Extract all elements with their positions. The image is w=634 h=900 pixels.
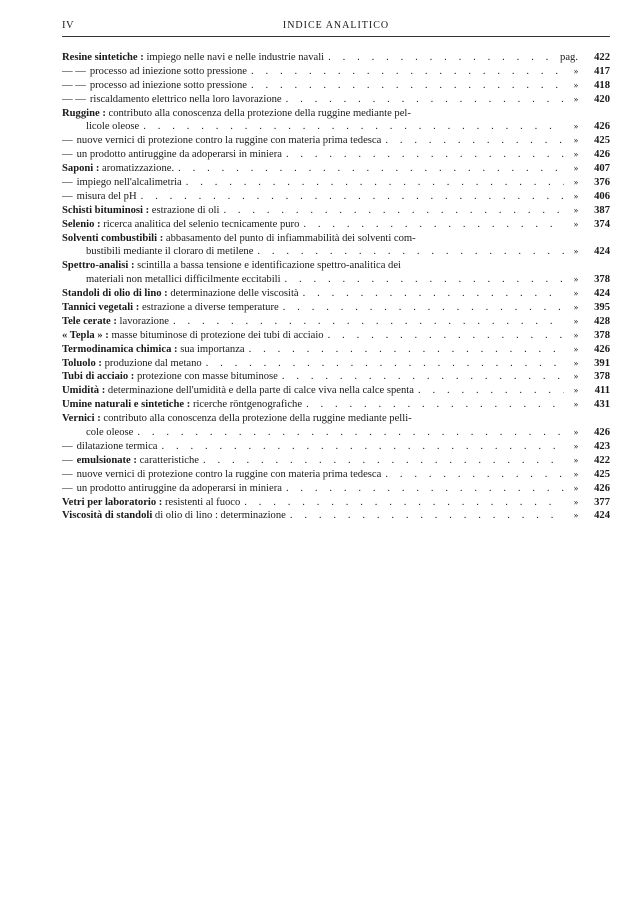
ditto-mark: »	[573, 468, 579, 479]
entry-text: determinazione dell'umidità e della parte di calce viva nella calce spenta	[105, 385, 414, 397]
entry-line	[62, 329, 610, 343]
entry-continuation-line	[62, 426, 610, 440]
dot-leader	[257, 245, 564, 259]
entry-line	[62, 51, 610, 65]
page-reference	[568, 134, 610, 148]
index-entry	[62, 301, 610, 315]
dot-leader	[286, 482, 564, 496]
entry-heading: Standoli di olio di lino :	[62, 288, 168, 300]
entry-line	[62, 287, 610, 301]
running-header	[62, 18, 610, 37]
entry-text: nuove vernici di protezione contro la ruggine con materia prima tedesca	[76, 468, 382, 480]
entry-text: masse bituminose di protezione dei tubi di acciaio	[108, 329, 324, 341]
entry-line	[62, 384, 610, 398]
index-entry	[62, 370, 610, 384]
dot-leader	[385, 468, 564, 482]
page-number: 374	[594, 218, 610, 230]
entry-text: protezione con masse bituminose	[134, 371, 278, 383]
entry-heading: Termodinamica chimica :	[62, 343, 178, 355]
page-reference	[568, 162, 610, 176]
dot-leader	[244, 496, 564, 510]
index-entry	[62, 496, 610, 510]
ditto-dash: — —	[62, 65, 86, 77]
ditto-mark: »	[573, 496, 579, 507]
page-number: 406	[594, 190, 610, 202]
entry-text: scintilla a bassa tensione e identificazione spettro-analitica dei	[134, 260, 402, 272]
entry-line	[62, 190, 610, 204]
page-reference	[568, 148, 610, 162]
page-reference	[568, 468, 610, 482]
dot-leader	[251, 65, 564, 79]
page-number: 376	[594, 177, 610, 189]
page-number: 424	[594, 246, 610, 258]
index-entry	[62, 343, 610, 357]
entry-text: sua importanza	[177, 343, 245, 355]
page-number: 426	[594, 427, 610, 439]
page-reference	[568, 482, 610, 496]
entry-heading: Tannici vegetali :	[62, 302, 140, 314]
entry-line	[62, 398, 610, 412]
entry-text: determinazione delle viscosità	[167, 288, 299, 300]
dot-leader	[137, 426, 564, 440]
ditto-mark: »	[573, 371, 579, 382]
page-reference	[568, 370, 610, 384]
ditto-dash: —	[62, 177, 73, 189]
ditto-mark: »	[573, 93, 579, 104]
entry-heading: Resine sintetiche :	[62, 52, 144, 63]
entry-line	[62, 232, 610, 246]
entry-line	[62, 65, 610, 79]
index-entry	[62, 162, 610, 176]
index-entry	[62, 218, 610, 232]
entry-line	[62, 315, 610, 329]
ditto-mark: »	[573, 343, 579, 354]
index-entry	[62, 412, 610, 440]
pag-abbreviation: pag.	[560, 52, 578, 63]
page-number: 407	[594, 163, 610, 175]
dot-leader	[285, 273, 564, 287]
dot-leader	[173, 315, 564, 329]
entry-text: ricerca analitica del selenio tecnicamente puro	[100, 218, 300, 230]
entry-line	[62, 162, 610, 176]
dot-leader	[249, 343, 564, 357]
entry-text: abbasamento del punto di infiammabilità dei solventi com-	[163, 232, 416, 244]
page-reference	[568, 398, 610, 412]
page-reference	[568, 301, 610, 315]
index-list	[62, 51, 610, 523]
ditto-mark: »	[573, 190, 579, 201]
index-entry	[62, 176, 610, 190]
entry-text: un prodotto antiruggine da adoperarsi in miniera	[76, 149, 282, 161]
ditto-dash: — —	[62, 93, 86, 105]
entry-text: lavorazione	[116, 315, 169, 327]
entry-line	[62, 343, 610, 357]
ditto-mark: »	[573, 482, 579, 493]
ditto-mark: »	[573, 218, 579, 229]
dot-leader	[418, 384, 564, 398]
entry-text: processo ad iniezione sotto pressione	[89, 65, 247, 77]
entry-text: aromatizzazione.	[99, 163, 175, 175]
ditto-mark: »	[573, 288, 579, 299]
dot-leader	[306, 398, 564, 412]
entry-line	[62, 134, 610, 148]
index-entry	[62, 329, 610, 343]
ditto-mark: »	[573, 454, 579, 465]
page-number: 431	[594, 399, 610, 411]
ditto-mark: »	[573, 246, 579, 257]
page-reference	[568, 509, 610, 523]
page-number: 424	[594, 510, 610, 522]
entry-text: ricerche röntgenografiche	[190, 399, 303, 411]
index-entry	[62, 454, 610, 468]
entry-heading: Umidità :	[62, 385, 106, 397]
entry-line	[62, 204, 610, 218]
page-number: 426	[594, 482, 610, 494]
dot-leader	[282, 370, 564, 384]
entry-text: impiego nell'alcalimetria	[76, 177, 182, 189]
entry-text: estrazione a diverse temperature	[139, 302, 279, 314]
entry-heading: Vernici :	[62, 413, 101, 425]
entry-text: riscaldamento elettrico nella loro lavorazione	[89, 93, 282, 105]
dot-leader	[286, 93, 564, 107]
page-reference	[568, 176, 610, 190]
dot-leader	[303, 218, 564, 232]
index-entry	[62, 190, 610, 204]
index-entry	[62, 65, 610, 79]
page-folio: IV	[62, 20, 75, 31]
ditto-dash: — —	[62, 79, 86, 91]
entry-heading: Spettro-analisi :	[62, 260, 135, 272]
page-number: 391	[594, 357, 610, 369]
page-reference	[568, 440, 610, 454]
dot-leader	[290, 509, 564, 523]
entry-line	[62, 468, 610, 482]
entry-text: un prodotto antiruggine da adoperarsi in miniera	[76, 482, 282, 494]
entry-line	[62, 454, 610, 468]
ditto-mark: »	[573, 65, 579, 76]
ditto-dash: —	[62, 440, 73, 452]
entry-line	[62, 412, 610, 426]
page-number: 424	[594, 288, 610, 300]
dot-leader	[186, 176, 564, 190]
ditto-mark: »	[573, 385, 579, 396]
page-number: 378	[594, 329, 610, 341]
entry-text: estrazione di oli	[149, 204, 220, 216]
dot-leader	[328, 329, 564, 343]
ditto-mark: »	[573, 163, 579, 174]
dot-leader	[303, 287, 564, 301]
entry-text: materiali non metallici difficilmente eccitabili	[86, 274, 281, 286]
page-number: 417	[594, 65, 610, 77]
ditto-mark: »	[573, 510, 579, 521]
entry-continuation-line	[62, 273, 610, 287]
page-reference	[568, 245, 610, 259]
ditto-mark: »	[573, 357, 579, 368]
entry-heading: Tubi di acciaio :	[62, 371, 135, 383]
ditto-dash: —	[62, 454, 73, 466]
page-number: 418	[594, 79, 610, 91]
entry-heading: Viscosità di standoli	[62, 510, 153, 522]
ditto-dash: —	[62, 482, 73, 494]
page-number: 420	[594, 93, 610, 105]
ditto-mark: »	[573, 274, 579, 285]
dot-leader	[328, 51, 556, 65]
index-entry	[62, 51, 610, 65]
entry-text: dilatazione termica	[76, 440, 158, 452]
ditto-mark: »	[573, 440, 579, 451]
page-reference	[568, 329, 610, 343]
entry-text: produzione dal metano	[101, 357, 202, 369]
ditto-mark: »	[573, 329, 579, 340]
entry-line	[62, 79, 610, 93]
entry-line	[62, 218, 610, 232]
index-entry	[62, 398, 610, 412]
entry-heading: Schisti bituminosi :	[62, 204, 150, 216]
page-reference	[568, 496, 610, 510]
entry-line	[62, 440, 610, 454]
page-number: 378	[594, 274, 610, 286]
page-number: 425	[594, 135, 610, 147]
entry-continuation-line	[62, 120, 610, 134]
page-reference	[568, 204, 610, 218]
page-reference	[560, 51, 610, 65]
entry-heading: « Tepla » :	[62, 329, 109, 341]
entry-text: caratteristiche	[136, 454, 199, 466]
page-reference	[568, 65, 610, 79]
page-number: 378	[594, 371, 610, 383]
ditto-dash: —	[62, 468, 73, 480]
ditto-mark: »	[573, 177, 579, 188]
dot-leader	[161, 440, 564, 454]
dot-leader	[223, 204, 564, 218]
entry-heading: Saponi :	[62, 163, 100, 175]
ditto-mark: »	[573, 204, 579, 215]
entry-text: impiego nelle navi e nelle industrie navali	[143, 52, 325, 63]
page-number: 428	[594, 315, 610, 327]
entry-continuation-line	[62, 245, 610, 259]
index-entry	[62, 148, 610, 162]
page-number: 425	[594, 468, 610, 480]
ditto-dash: —	[62, 190, 73, 202]
entry-line	[62, 176, 610, 190]
page-reference	[568, 190, 610, 204]
dot-leader	[203, 454, 564, 468]
entry-text: bustibili mediante il cloraro di metilene	[86, 246, 254, 258]
ditto-mark: »	[573, 149, 579, 160]
page-number: 426	[594, 149, 610, 161]
ditto-mark: »	[573, 121, 579, 132]
index-entry	[62, 79, 610, 93]
entry-heading: Tele cerate :	[62, 315, 117, 327]
page-reference	[568, 315, 610, 329]
ditto-mark: »	[573, 302, 579, 313]
entry-heading: Selenio :	[62, 218, 101, 230]
page-reference	[568, 218, 610, 232]
page-number: 411	[594, 385, 610, 397]
index-entry	[62, 232, 610, 260]
page-reference	[568, 357, 610, 371]
dot-leader	[286, 148, 564, 162]
index-entry	[62, 93, 610, 107]
page-reference	[568, 343, 610, 357]
index-entry	[62, 468, 610, 482]
entry-line	[62, 259, 610, 273]
page-reference	[568, 384, 610, 398]
ditto-dash: —	[62, 149, 73, 161]
ditto-mark: »	[573, 427, 579, 438]
entry-line	[62, 148, 610, 162]
dot-leader	[385, 134, 564, 148]
entry-line	[62, 107, 610, 121]
page-number: 377	[594, 496, 610, 508]
entry-line	[62, 357, 610, 371]
entry-heading: Solventi combustibili :	[62, 232, 164, 244]
page-reference	[568, 93, 610, 107]
page-reference	[568, 454, 610, 468]
index-entry	[62, 384, 610, 398]
dot-leader	[143, 120, 564, 134]
entry-line	[62, 93, 610, 107]
entry-text: resistenti al fuoco	[162, 496, 241, 508]
entry-text: nuove vernici di protezione contro la ruggine con materia prima tedesca	[76, 135, 382, 147]
index-entry	[62, 509, 610, 523]
entry-heading: Toluolo :	[62, 357, 102, 369]
index-entry	[62, 315, 610, 329]
ditto-mark: »	[573, 315, 579, 326]
entry-line	[62, 301, 610, 315]
dot-leader	[141, 190, 564, 204]
ditto-mark: »	[573, 79, 579, 90]
entry-text: cole oleose	[86, 427, 134, 439]
index-entry	[62, 259, 610, 287]
page-number: 387	[594, 204, 610, 216]
entry-text: contributo alla conoscenza della protezione della ruggine mediante pelli-	[100, 413, 412, 425]
entry-heading: Umine naturali e sintetiche :	[62, 399, 191, 411]
index-entry	[62, 287, 610, 301]
page-reference	[568, 287, 610, 301]
page-reference	[568, 273, 610, 287]
dot-leader	[178, 162, 564, 176]
page-number: 426	[594, 121, 610, 133]
entry-heading: emulsionate :	[76, 454, 137, 466]
page-reference	[568, 120, 610, 134]
entry-line	[62, 370, 610, 384]
page-number: 422	[594, 454, 610, 466]
index-entry	[62, 134, 610, 148]
page-reference	[568, 426, 610, 440]
entry-heading: Ruggine :	[62, 107, 106, 119]
page-reference	[568, 79, 610, 93]
entry-text: licole oleose	[86, 121, 140, 133]
index-entry	[62, 482, 610, 496]
running-title: INDICE ANALITICO	[282, 20, 390, 31]
dot-leader	[251, 79, 564, 93]
entry-text: di olio di lino : determinazione	[152, 510, 286, 522]
ditto-dash: —	[62, 135, 73, 147]
entry-heading: Vetri per laboratorio :	[62, 496, 163, 508]
index-entry	[62, 204, 610, 218]
dot-leader	[283, 301, 564, 315]
entry-text: misura del pH	[76, 190, 137, 202]
index-entry	[62, 357, 610, 371]
page-number: 395	[594, 302, 610, 314]
entry-text: processo ad iniezione sotto pressione	[89, 79, 247, 91]
page-number: 422	[594, 52, 610, 63]
entry-line	[62, 496, 610, 510]
entry-text: contributo alla conoscenza della protezione della ruggine mediante pel-	[105, 107, 411, 119]
dot-leader	[206, 357, 564, 371]
entry-line	[62, 482, 610, 496]
ditto-mark: »	[573, 399, 579, 410]
page-number: 426	[594, 343, 610, 355]
index-entry	[62, 440, 610, 454]
page-number: 423	[594, 440, 610, 452]
index-entry	[62, 107, 610, 135]
entry-line	[62, 509, 610, 523]
ditto-mark: »	[573, 135, 579, 146]
